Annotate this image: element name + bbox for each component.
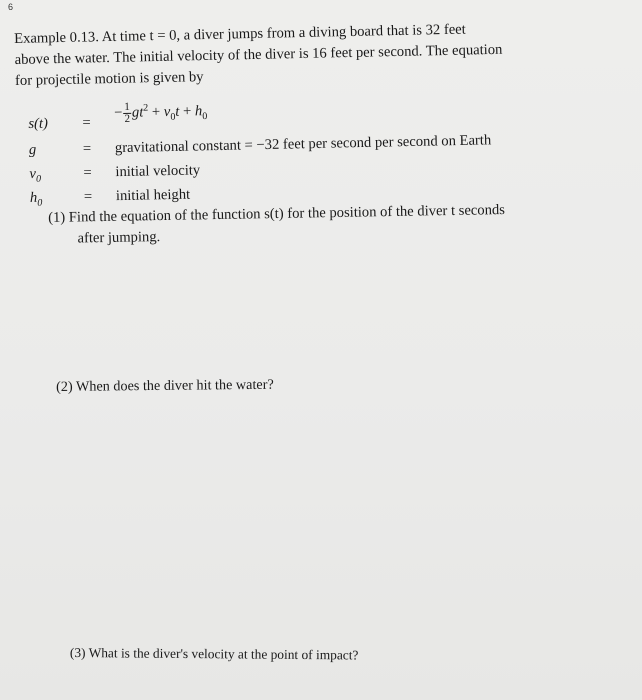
definition-text: initial height xyxy=(115,186,191,205)
height-term: h xyxy=(194,103,203,120)
question-line xyxy=(70,642,630,668)
equals-sign: = xyxy=(82,140,92,157)
question-3 xyxy=(70,642,630,668)
definition-symbol: $h_0$ xyxy=(29,189,43,209)
definition-symbol: $v_0$ xyxy=(29,165,42,185)
page-number: 6 xyxy=(8,2,14,12)
fraction-denominator: 2 xyxy=(124,112,131,125)
equation-lhs: s(t) xyxy=(28,115,49,132)
equation-block xyxy=(28,92,590,210)
example-intro xyxy=(14,16,615,92)
minus-sign: − xyxy=(114,104,123,122)
velocity-term: v xyxy=(163,103,171,120)
equation-rhs xyxy=(114,100,207,125)
question-number: (3) xyxy=(69,644,86,661)
one-half-fraction xyxy=(123,102,131,125)
intro-line: for projectile motion is given by xyxy=(14,69,204,89)
question-text: When does the diver hit the water? xyxy=(75,376,274,395)
gravity-exponent: 2 xyxy=(143,102,149,114)
question-text: What is the diver's velocity at the point of impact? xyxy=(88,645,359,663)
velocity-subscript: 0 xyxy=(170,111,176,123)
time-variable: t xyxy=(175,103,180,120)
equals-sign: = xyxy=(83,188,93,205)
question-number: (1) xyxy=(48,209,66,226)
question-2 xyxy=(56,371,616,398)
intro-line: Example 0.13. At time t = 0, a diver jumps from a diving board that is 32 feet xyxy=(14,21,466,47)
question-1 xyxy=(48,198,609,250)
question-text: Find the equation of the function s(t) for the position of the diver t seconds xyxy=(68,202,506,226)
plus-sign: + xyxy=(148,104,164,121)
definition-text: gravitational constant = −32 feet per second per second on Earth xyxy=(114,132,492,157)
intro-line: above the water. The initial velocity of the diver is 16 feet per second. The equation xyxy=(14,41,503,68)
question-line: after jumping. xyxy=(77,229,161,247)
question-line xyxy=(56,371,616,398)
equals-sign: = xyxy=(83,164,92,181)
gravity-term: gt xyxy=(131,104,144,121)
definition-symbol: g xyxy=(28,141,37,158)
question-number: (2) xyxy=(56,378,73,395)
plus-sign: + xyxy=(179,103,196,120)
equals-sign: = xyxy=(82,114,91,131)
fraction-numerator: 1 xyxy=(124,100,130,113)
definition-text: initial velocity xyxy=(115,162,201,181)
height-subscript: 0 xyxy=(202,110,208,123)
